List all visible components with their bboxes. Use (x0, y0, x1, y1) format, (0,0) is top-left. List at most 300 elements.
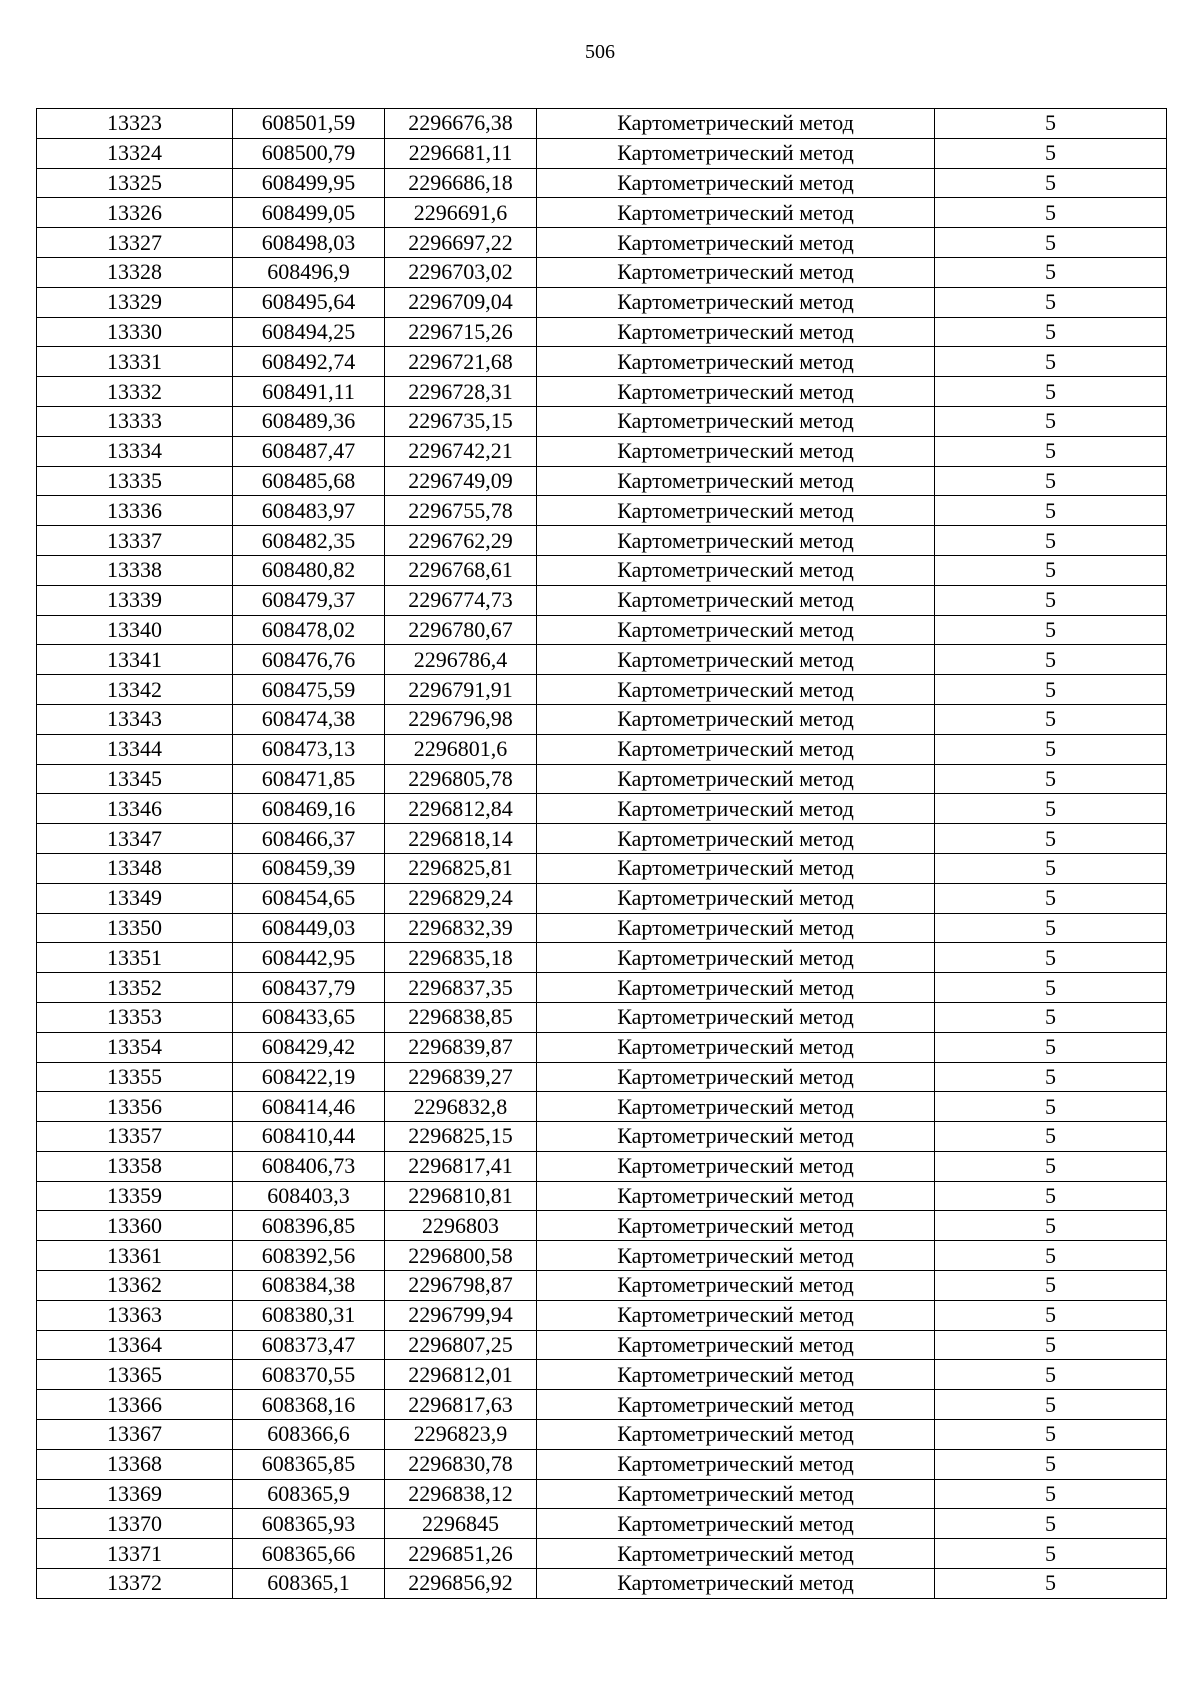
accuracy-cell: 5 (935, 1092, 1167, 1122)
table-row (37, 109, 1167, 139)
point-number-cell: 13323 (37, 109, 233, 139)
accuracy-cell: 5 (935, 913, 1167, 943)
method-cell: Картометрический метод (537, 1360, 935, 1390)
y-coordinate-cell: 2296709,04 (385, 287, 537, 317)
accuracy-cell: 5 (935, 1479, 1167, 1509)
method-cell: Картометрический метод (537, 406, 935, 436)
x-coordinate-cell: 608476,76 (233, 645, 385, 675)
table-row (37, 1092, 1167, 1122)
x-coordinate-cell: 608368,16 (233, 1390, 385, 1420)
x-coordinate-cell: 608485,68 (233, 466, 385, 496)
table-row (37, 257, 1167, 287)
method-cell: Картометрический метод (537, 466, 935, 496)
x-coordinate-cell: 608466,37 (233, 824, 385, 854)
accuracy-cell: 5 (935, 883, 1167, 913)
table-row (37, 377, 1167, 407)
x-coordinate-cell: 608429,42 (233, 1032, 385, 1062)
point-number-cell: 13354 (37, 1032, 233, 1062)
x-coordinate-cell: 608495,64 (233, 287, 385, 317)
point-number-cell: 13338 (37, 555, 233, 585)
x-coordinate-cell: 608469,16 (233, 794, 385, 824)
accuracy-cell: 5 (935, 109, 1167, 139)
accuracy-cell: 5 (935, 1390, 1167, 1420)
point-number-cell: 13358 (37, 1151, 233, 1181)
point-number-cell: 13367 (37, 1420, 233, 1450)
point-number-cell: 13341 (37, 645, 233, 675)
y-coordinate-cell: 2296838,85 (385, 1002, 537, 1032)
method-cell: Картометрический метод (537, 496, 935, 526)
x-coordinate-cell: 608365,93 (233, 1509, 385, 1539)
method-cell: Картометрический метод (537, 138, 935, 168)
y-coordinate-cell: 2296768,61 (385, 555, 537, 585)
y-coordinate-cell: 2296812,84 (385, 794, 537, 824)
method-cell: Картометрический метод (537, 1211, 935, 1241)
table-row (37, 1539, 1167, 1569)
x-coordinate-cell: 608449,03 (233, 913, 385, 943)
method-cell: Картометрический метод (537, 675, 935, 705)
method-cell: Картометрический метод (537, 1449, 935, 1479)
y-coordinate-cell: 2296798,87 (385, 1271, 537, 1301)
y-coordinate-cell: 2296774,73 (385, 585, 537, 615)
method-cell: Картометрический метод (537, 109, 935, 139)
point-number-cell: 13362 (37, 1271, 233, 1301)
y-coordinate-cell: 2296839,87 (385, 1032, 537, 1062)
accuracy-cell: 5 (935, 406, 1167, 436)
table-row (37, 406, 1167, 436)
accuracy-cell: 5 (935, 317, 1167, 347)
y-coordinate-cell: 2296818,14 (385, 824, 537, 854)
y-coordinate-cell: 2296780,67 (385, 615, 537, 645)
method-cell: Картометрический метод (537, 585, 935, 615)
accuracy-cell: 5 (935, 1420, 1167, 1450)
table-row (37, 943, 1167, 973)
method-cell: Картометрический метод (537, 1300, 935, 1330)
y-coordinate-cell: 2296796,98 (385, 704, 537, 734)
point-number-cell: 13353 (37, 1002, 233, 1032)
point-number-cell: 13326 (37, 198, 233, 228)
x-coordinate-cell: 608479,37 (233, 585, 385, 615)
point-number-cell: 13337 (37, 526, 233, 556)
y-coordinate-cell: 2296681,11 (385, 138, 537, 168)
page-number: 506 (585, 41, 615, 63)
point-number-cell: 13345 (37, 764, 233, 794)
point-number-cell: 13334 (37, 436, 233, 466)
y-coordinate-cell: 2296851,26 (385, 1539, 537, 1569)
x-coordinate-cell: 608410,44 (233, 1122, 385, 1152)
point-number-cell: 13350 (37, 913, 233, 943)
y-coordinate-cell: 2296837,35 (385, 973, 537, 1003)
method-cell: Картометрический метод (537, 257, 935, 287)
accuracy-cell: 5 (935, 1569, 1167, 1599)
y-coordinate-cell: 2296799,94 (385, 1300, 537, 1330)
y-coordinate-cell: 2296817,41 (385, 1151, 537, 1181)
x-coordinate-cell: 608480,82 (233, 555, 385, 585)
y-coordinate-cell: 2296807,25 (385, 1330, 537, 1360)
table-row (37, 824, 1167, 854)
method-cell: Картометрический метод (537, 615, 935, 645)
accuracy-cell: 5 (935, 1241, 1167, 1271)
table-row (37, 794, 1167, 824)
y-coordinate-cell: 2296791,91 (385, 675, 537, 705)
method-cell: Картометрический метод (537, 436, 935, 466)
table-row (37, 734, 1167, 764)
accuracy-cell: 5 (935, 794, 1167, 824)
table-row (37, 585, 1167, 615)
point-number-cell: 13357 (37, 1122, 233, 1152)
table-row (37, 1122, 1167, 1152)
table-row (37, 436, 1167, 466)
point-number-cell: 13325 (37, 168, 233, 198)
table-row (37, 1002, 1167, 1032)
method-cell: Картометрический метод (537, 1151, 935, 1181)
table-row (37, 1390, 1167, 1420)
accuracy-cell: 5 (935, 1122, 1167, 1152)
point-number-cell: 13331 (37, 347, 233, 377)
y-coordinate-cell: 2296803 (385, 1211, 537, 1241)
accuracy-cell: 5 (935, 1062, 1167, 1092)
table-row (37, 1241, 1167, 1271)
table-row (37, 1151, 1167, 1181)
point-number-cell: 13359 (37, 1181, 233, 1211)
point-number-cell: 13349 (37, 883, 233, 913)
point-number-cell: 13371 (37, 1539, 233, 1569)
y-coordinate-cell: 2296835,18 (385, 943, 537, 973)
x-coordinate-cell: 608459,39 (233, 853, 385, 883)
x-coordinate-cell: 608499,05 (233, 198, 385, 228)
x-coordinate-cell: 608380,31 (233, 1300, 385, 1330)
accuracy-cell: 5 (935, 228, 1167, 258)
method-cell: Картометрический метод (537, 228, 935, 258)
point-number-cell: 13336 (37, 496, 233, 526)
accuracy-cell: 5 (935, 1330, 1167, 1360)
table-row (37, 1181, 1167, 1211)
x-coordinate-cell: 608392,56 (233, 1241, 385, 1271)
table-row (37, 1211, 1167, 1241)
accuracy-cell: 5 (935, 824, 1167, 854)
point-number-cell: 13365 (37, 1360, 233, 1390)
point-number-cell: 13343 (37, 704, 233, 734)
y-coordinate-cell: 2296810,81 (385, 1181, 537, 1211)
table-row (37, 347, 1167, 377)
x-coordinate-cell: 608500,79 (233, 138, 385, 168)
accuracy-cell: 5 (935, 585, 1167, 615)
point-number-cell: 13351 (37, 943, 233, 973)
table-row (37, 1300, 1167, 1330)
method-cell: Картометрический метод (537, 913, 935, 943)
table-row (37, 704, 1167, 734)
x-coordinate-cell: 608370,55 (233, 1360, 385, 1390)
point-number-cell: 13346 (37, 794, 233, 824)
x-coordinate-cell: 608403,3 (233, 1181, 385, 1211)
x-coordinate-cell: 608501,59 (233, 109, 385, 139)
method-cell: Картометрический метод (537, 704, 935, 734)
method-cell: Картометрический метод (537, 1092, 935, 1122)
method-cell: Картометрический метод (537, 734, 935, 764)
accuracy-cell: 5 (935, 1181, 1167, 1211)
y-coordinate-cell: 2296715,26 (385, 317, 537, 347)
point-number-cell: 13332 (37, 377, 233, 407)
table-row (37, 1420, 1167, 1450)
accuracy-cell: 5 (935, 1271, 1167, 1301)
accuracy-cell: 5 (935, 1509, 1167, 1539)
method-cell: Картометрический метод (537, 1420, 935, 1450)
x-coordinate-cell: 608475,59 (233, 675, 385, 705)
accuracy-cell: 5 (935, 1002, 1167, 1032)
point-number-cell: 13328 (37, 257, 233, 287)
accuracy-cell: 5 (935, 526, 1167, 556)
table-row (37, 675, 1167, 705)
point-number-cell: 13364 (37, 1330, 233, 1360)
y-coordinate-cell: 2296686,18 (385, 168, 537, 198)
table-row (37, 198, 1167, 228)
point-number-cell: 13352 (37, 973, 233, 1003)
accuracy-cell: 5 (935, 466, 1167, 496)
x-coordinate-cell: 608492,74 (233, 347, 385, 377)
x-coordinate-cell: 608414,46 (233, 1092, 385, 1122)
point-number-cell: 13340 (37, 615, 233, 645)
table-row (37, 1360, 1167, 1390)
table-row (37, 1509, 1167, 1539)
point-number-cell: 13330 (37, 317, 233, 347)
y-coordinate-cell: 2296691,6 (385, 198, 537, 228)
accuracy-cell: 5 (935, 675, 1167, 705)
table-row (37, 287, 1167, 317)
table-row (37, 1479, 1167, 1509)
accuracy-cell: 5 (935, 1300, 1167, 1330)
method-cell: Картометрический метод (537, 1509, 935, 1539)
method-cell: Картометрический метод (537, 1032, 935, 1062)
x-coordinate-cell: 608365,1 (233, 1569, 385, 1599)
y-coordinate-cell: 2296817,63 (385, 1390, 537, 1420)
y-coordinate-cell: 2296801,6 (385, 734, 537, 764)
point-number-cell: 13348 (37, 853, 233, 883)
method-cell: Картометрический метод (537, 973, 935, 1003)
y-coordinate-cell: 2296728,31 (385, 377, 537, 407)
method-cell: Картометрический метод (537, 1330, 935, 1360)
accuracy-cell: 5 (935, 168, 1167, 198)
point-number-cell: 13363 (37, 1300, 233, 1330)
table-row (37, 228, 1167, 258)
x-coordinate-cell: 608491,11 (233, 377, 385, 407)
y-coordinate-cell: 2296839,27 (385, 1062, 537, 1092)
method-cell: Картометрический метод (537, 347, 935, 377)
point-number-cell: 13372 (37, 1569, 233, 1599)
x-coordinate-cell: 608489,36 (233, 406, 385, 436)
accuracy-cell: 5 (935, 734, 1167, 764)
y-coordinate-cell: 2296823,9 (385, 1420, 537, 1450)
point-number-cell: 13327 (37, 228, 233, 258)
y-coordinate-cell: 2296735,15 (385, 406, 537, 436)
y-coordinate-cell: 2296676,38 (385, 109, 537, 139)
y-coordinate-cell: 2296825,81 (385, 853, 537, 883)
method-cell: Картометрический метод (537, 883, 935, 913)
point-number-cell: 13368 (37, 1449, 233, 1479)
table-row (37, 526, 1167, 556)
y-coordinate-cell: 2296845 (385, 1509, 537, 1539)
table-row (37, 883, 1167, 913)
point-number-cell: 13344 (37, 734, 233, 764)
y-coordinate-cell: 2296825,15 (385, 1122, 537, 1152)
method-cell: Картометрический метод (537, 1062, 935, 1092)
accuracy-cell: 5 (935, 1151, 1167, 1181)
x-coordinate-cell: 608422,19 (233, 1062, 385, 1092)
table-row (37, 496, 1167, 526)
method-cell: Картометрический метод (537, 1241, 935, 1271)
table-row (37, 973, 1167, 1003)
table-row (37, 1032, 1167, 1062)
accuracy-cell: 5 (935, 436, 1167, 466)
accuracy-cell: 5 (935, 853, 1167, 883)
table-row (37, 615, 1167, 645)
x-coordinate-cell: 608471,85 (233, 764, 385, 794)
x-coordinate-cell: 608499,95 (233, 168, 385, 198)
x-coordinate-cell: 608437,79 (233, 973, 385, 1003)
y-coordinate-cell: 2296856,92 (385, 1569, 537, 1599)
table-row (37, 1271, 1167, 1301)
x-coordinate-cell: 608396,85 (233, 1211, 385, 1241)
y-coordinate-cell: 2296832,39 (385, 913, 537, 943)
x-coordinate-cell: 608496,9 (233, 257, 385, 287)
x-coordinate-cell: 608365,66 (233, 1539, 385, 1569)
y-coordinate-cell: 2296749,09 (385, 466, 537, 496)
method-cell: Картометрический метод (537, 1122, 935, 1152)
accuracy-cell: 5 (935, 615, 1167, 645)
x-coordinate-cell: 608442,95 (233, 943, 385, 973)
x-coordinate-cell: 608365,9 (233, 1479, 385, 1509)
accuracy-cell: 5 (935, 1539, 1167, 1569)
point-number-cell: 13366 (37, 1390, 233, 1420)
y-coordinate-cell: 2296786,4 (385, 645, 537, 675)
point-number-cell: 13356 (37, 1092, 233, 1122)
method-cell: Картометрический метод (537, 317, 935, 347)
method-cell: Картометрический метод (537, 943, 935, 973)
y-coordinate-cell: 2296755,78 (385, 496, 537, 526)
method-cell: Картометрический метод (537, 168, 935, 198)
coordinates-table-body (37, 109, 1167, 1599)
table-row (37, 853, 1167, 883)
point-number-cell: 13361 (37, 1241, 233, 1271)
y-coordinate-cell: 2296721,68 (385, 347, 537, 377)
method-cell: Картометрический метод (537, 1181, 935, 1211)
method-cell: Картометрический метод (537, 1002, 935, 1032)
table-row (37, 168, 1167, 198)
accuracy-cell: 5 (935, 1032, 1167, 1062)
x-coordinate-cell: 608366,6 (233, 1420, 385, 1450)
table-row (37, 1569, 1167, 1599)
method-cell: Картометрический метод (537, 198, 935, 228)
method-cell: Картометрический метод (537, 794, 935, 824)
method-cell: Картометрический метод (537, 1479, 935, 1509)
accuracy-cell: 5 (935, 138, 1167, 168)
coordinates-table (36, 108, 1167, 1599)
table-row (37, 1449, 1167, 1479)
point-number-cell: 13333 (37, 406, 233, 436)
point-number-cell: 13329 (37, 287, 233, 317)
x-coordinate-cell: 608487,47 (233, 436, 385, 466)
method-cell: Картометрический метод (537, 645, 935, 675)
accuracy-cell: 5 (935, 257, 1167, 287)
point-number-cell: 13355 (37, 1062, 233, 1092)
point-number-cell: 13369 (37, 1479, 233, 1509)
point-number-cell: 13339 (37, 585, 233, 615)
x-coordinate-cell: 608482,35 (233, 526, 385, 556)
y-coordinate-cell: 2296742,21 (385, 436, 537, 466)
method-cell: Картометрический метод (537, 1271, 935, 1301)
x-coordinate-cell: 608384,38 (233, 1271, 385, 1301)
x-coordinate-cell: 608406,73 (233, 1151, 385, 1181)
y-coordinate-cell: 2296838,12 (385, 1479, 537, 1509)
table-row (37, 317, 1167, 347)
method-cell: Картометрический метод (537, 824, 935, 854)
accuracy-cell: 5 (935, 704, 1167, 734)
accuracy-cell: 5 (935, 347, 1167, 377)
point-number-cell: 13342 (37, 675, 233, 705)
method-cell: Картометрический метод (537, 853, 935, 883)
y-coordinate-cell: 2296805,78 (385, 764, 537, 794)
method-cell: Картометрический метод (537, 1569, 935, 1599)
method-cell: Картометрический метод (537, 1539, 935, 1569)
accuracy-cell: 5 (935, 496, 1167, 526)
accuracy-cell: 5 (935, 645, 1167, 675)
table-row (37, 555, 1167, 585)
accuracy-cell: 5 (935, 764, 1167, 794)
table-row (37, 1062, 1167, 1092)
x-coordinate-cell: 608483,97 (233, 496, 385, 526)
table-row (37, 1330, 1167, 1360)
x-coordinate-cell: 608498,03 (233, 228, 385, 258)
y-coordinate-cell: 2296762,29 (385, 526, 537, 556)
y-coordinate-cell: 2296703,02 (385, 257, 537, 287)
accuracy-cell: 5 (935, 287, 1167, 317)
accuracy-cell: 5 (935, 1449, 1167, 1479)
accuracy-cell: 5 (935, 555, 1167, 585)
x-coordinate-cell: 608365,85 (233, 1449, 385, 1479)
x-coordinate-cell: 608433,65 (233, 1002, 385, 1032)
accuracy-cell: 5 (935, 943, 1167, 973)
method-cell: Картометрический метод (537, 764, 935, 794)
table-row (37, 466, 1167, 496)
table-row (37, 764, 1167, 794)
point-number-cell: 13347 (37, 824, 233, 854)
method-cell: Картометрический метод (537, 526, 935, 556)
accuracy-cell: 5 (935, 973, 1167, 1003)
y-coordinate-cell: 2296830,78 (385, 1449, 537, 1479)
y-coordinate-cell: 2296829,24 (385, 883, 537, 913)
x-coordinate-cell: 608478,02 (233, 615, 385, 645)
method-cell: Картометрический метод (537, 1390, 935, 1420)
accuracy-cell: 5 (935, 377, 1167, 407)
x-coordinate-cell: 608473,13 (233, 734, 385, 764)
point-number-cell: 13370 (37, 1509, 233, 1539)
accuracy-cell: 5 (935, 198, 1167, 228)
y-coordinate-cell: 2296800,58 (385, 1241, 537, 1271)
y-coordinate-cell: 2296697,22 (385, 228, 537, 258)
point-number-cell: 13324 (37, 138, 233, 168)
method-cell: Картометрический метод (537, 377, 935, 407)
table-row (37, 645, 1167, 675)
accuracy-cell: 5 (935, 1360, 1167, 1390)
point-number-cell: 13335 (37, 466, 233, 496)
point-number-cell: 13360 (37, 1211, 233, 1241)
table-row (37, 913, 1167, 943)
x-coordinate-cell: 608474,38 (233, 704, 385, 734)
y-coordinate-cell: 2296832,8 (385, 1092, 537, 1122)
x-coordinate-cell: 608494,25 (233, 317, 385, 347)
table-row (37, 138, 1167, 168)
method-cell: Картометрический метод (537, 555, 935, 585)
accuracy-cell: 5 (935, 1211, 1167, 1241)
y-coordinate-cell: 2296812,01 (385, 1360, 537, 1390)
